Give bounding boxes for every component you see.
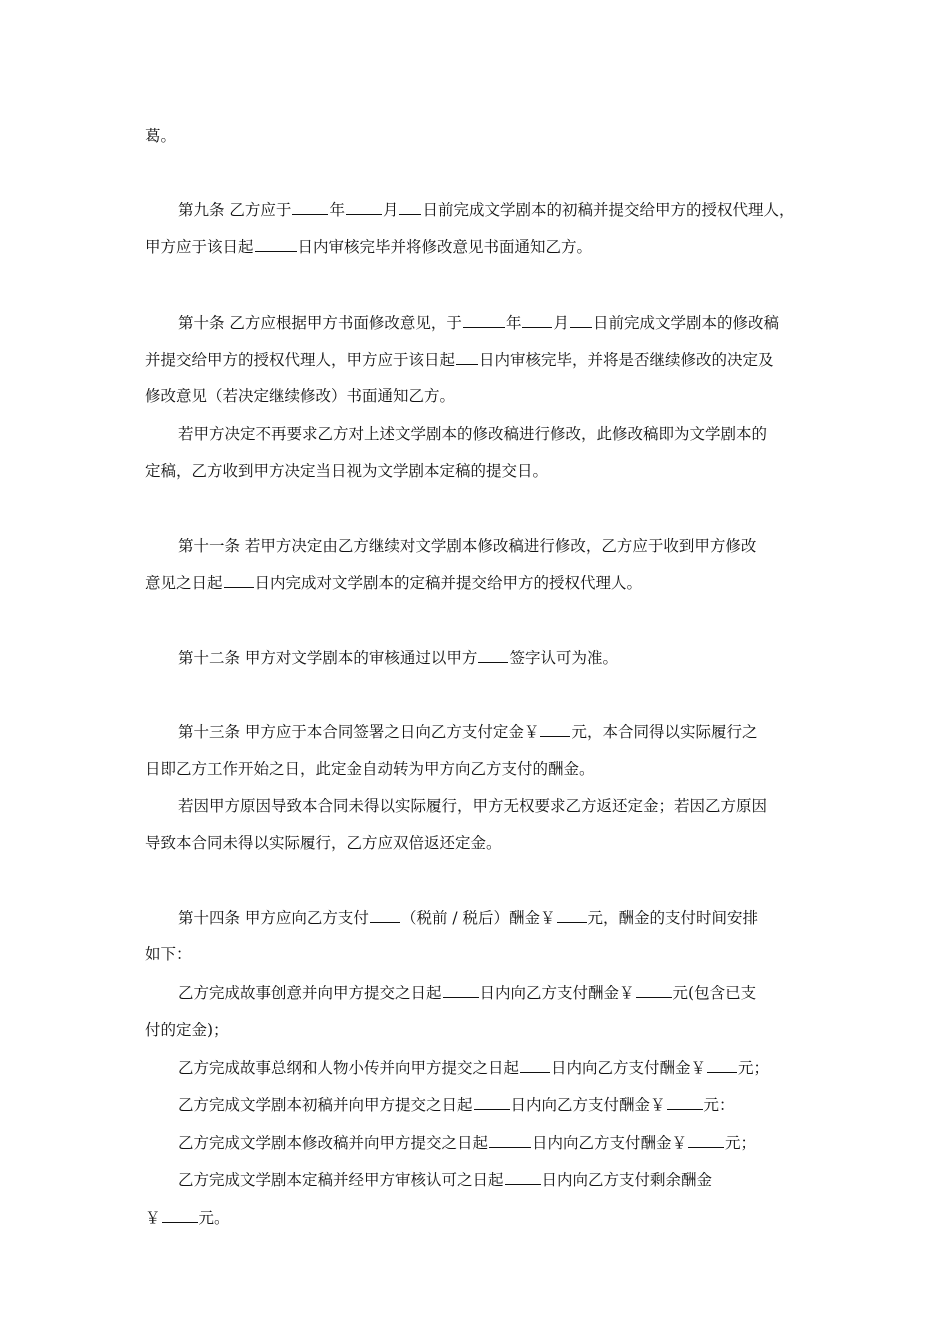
text-run: 第十一条 若甲方决定由乙方继续对文学剧本修改稿进行修改，乙方应于收到甲方修改 [178,537,757,555]
blank-field [463,313,505,328]
blank-field [478,648,508,663]
text-run: 第九条 乙方应于 [178,201,292,219]
text-run: 签字认可为准。 [509,649,618,667]
text-run: 乙方完成文学剧本修改稿并向甲方提交之日起 [178,1134,489,1152]
blank-field [667,1095,703,1110]
blank-field [255,237,297,252]
blank-field [520,1058,550,1073]
text-line [178,536,756,556]
blank-field [346,200,382,215]
text-line [145,759,595,779]
text-line [178,200,794,220]
text-run: 葛。 [145,127,177,145]
text-run: 日内向乙方支付酬金￥ [532,1134,688,1152]
text-run: 元； [725,1134,757,1152]
text-line [178,1170,712,1190]
text-run: 第十四条 甲方应向乙方支付 [178,909,369,927]
text-line [145,833,502,853]
text-run: 元，本合同得以实际履行之 [571,723,758,741]
text-line [145,237,592,257]
text-line [145,1208,230,1228]
text-line [178,1133,756,1153]
text-line [178,1095,735,1115]
text-run: 年 [505,314,522,332]
text-line [145,386,455,406]
text-run: 日内向乙方支付酬金￥ [479,984,635,1002]
text-line [178,1058,769,1078]
text-run: 元； [738,1059,770,1077]
text-run: 乙方完成故事总纲和人物小传并向甲方提交之日起 [178,1059,520,1077]
text-run: （税前 / 税后）酬金￥ [400,909,556,927]
text-line [178,722,757,742]
text-run: 修改意见（若决定继续修改）书面通知乙方。 [145,387,456,405]
text-line [145,461,548,481]
blank-field [489,1133,531,1148]
text-run: 日内完成对文学剧本的定稿并提交给甲方的授权代理人。 [254,574,643,592]
text-line [178,908,758,928]
text-run: 元： [703,1096,735,1114]
text-line [178,983,756,1003]
text-line [178,424,767,444]
text-run: 甲方应于该日起 [145,238,254,256]
text-run: 日前完成文学剧本的初稿并提交给甲方的授权代理人， [422,201,795,219]
blank-field [505,1170,541,1185]
text-run: 日内向乙方支付酬金￥ [510,1096,666,1114]
text-run: 日内审核完毕并将修改意见书面通知乙方。 [297,238,593,256]
blank-field [224,573,254,588]
text-run: 日内审核完毕，并将是否继续修改的决定及 [479,351,774,369]
text-run: 定稿，乙方收到甲方决定当日视为文学剧本定稿的提交日。 [145,462,549,480]
text-run: 日内向乙方支付酬金￥ [551,1059,707,1077]
text-run: 日内向乙方支付剩余酬金 [541,1171,713,1189]
text-line [145,944,192,964]
text-run: 日即乙方工作开始之日，此定金自动转为甲方向乙方支付的酬金。 [145,760,595,778]
blank-field [370,908,400,923]
text-run: 并提交给甲方的授权代理人，甲方应于该日起 [145,351,456,369]
text-run: 第十二条 甲方对文学剧本的审核通过以甲方 [178,649,478,667]
blank-field [399,200,421,215]
blank-field [557,908,587,923]
text-run: 意见之日起 [145,574,223,592]
text-run: 元(包含已支 [672,984,757,1002]
text-run: 导致本合同未得以实际履行，乙方应双倍返还定金。 [145,834,502,852]
blank-field [688,1133,724,1148]
blank-field [707,1058,737,1073]
blank-field [570,313,592,328]
text-run: 月 [553,314,569,332]
text-run: 元。 [198,1209,230,1227]
text-line [145,350,774,370]
text-run: 第十条 乙方应根据甲方书面修改意见，于 [178,314,462,332]
blank-field [636,983,672,998]
text-line [178,648,618,668]
blank-field [292,200,328,215]
text-run: 乙方完成文学剧本定稿并经甲方审核认可之日起 [178,1171,504,1189]
text-run: 乙方完成文学剧本初稿并向甲方提交之日起 [178,1096,473,1114]
text-run: 第十三条 甲方应于本合同签署之日向乙方支付定金￥ [178,723,540,741]
text-run: 月 [382,201,399,219]
text-run: 若甲方决定不再要求乙方对上述文学剧本的修改稿进行修改，此修改稿即为文学剧本的 [178,425,768,443]
text-run: 若因甲方原因导致本合同未得以实际履行，甲方无权要求乙方返还定金；若因乙方原因 [178,797,768,815]
blank-field [474,1095,510,1110]
text-line [145,573,642,593]
blank-field [443,983,479,998]
blank-field [162,1208,198,1223]
text-line [145,1020,229,1040]
text-run: 付的定金)； [145,1021,229,1039]
blank-field [522,313,552,328]
text-run: 乙方完成故事创意并向甲方提交之日起 [178,984,442,1002]
text-line [178,796,767,816]
text-run: 元，酬金的支付时间安排 [587,909,759,927]
blank-field [540,722,570,737]
text-line [145,126,176,146]
text-line [178,313,779,333]
blank-field [456,350,478,365]
text-run: 日前完成文学剧本的修改稿 [592,314,779,332]
text-run: ￥ [145,1209,161,1227]
text-run: 如下： [145,945,192,963]
text-run: 年 [329,201,345,219]
